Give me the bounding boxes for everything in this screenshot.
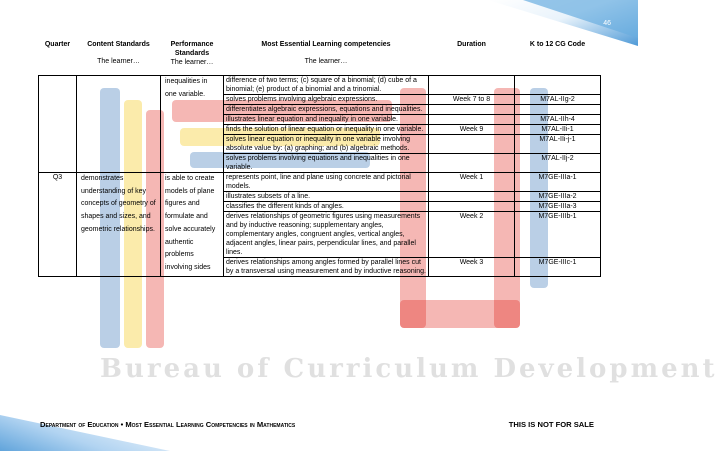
header-competencies: Most Essential Learning competencies The learner… [261,41,391,65]
code-cell: M7GE-IIIa-2 [515,192,601,202]
performance-standards-cell: is able to create models of plane figures and formulate and solve accurately authentic problems involving sides [161,173,224,277]
footer-department: Department of Education • Most Essential Learning Competencies in Mathematics [40,420,296,429]
duration-cell: Week 9 [429,125,515,135]
duration-cell: Week 1 [429,173,515,192]
duration-cell [429,192,515,202]
competency-cell: solves problems involving algebraic expressions. [224,95,429,105]
code-cell: M7AL-IIg-2 [515,95,601,105]
performance-cell: inequalities in one variable. [161,76,224,173]
table-row [39,173,601,192]
code-cell: M7AL-IIi-1 [515,125,601,135]
page-number: 46 [603,20,611,27]
competency-cell: illustrates linear equation and inequality in one variable. [224,115,429,125]
code-cell: M7AL-IIh-4 [515,115,601,125]
competency-cell: derives relationships of geometric figures using measurements and by inductive reasoning; supplementary angles, complementary angles, congruent angles, vertical angles, adjacent angles, linear pairs, perpendicular lines, and parallel lines. [224,212,429,258]
duration-cell: Week 7 to 8 [429,95,515,105]
duration-cell [429,202,515,212]
code-cell: M7AL-IIi-j-1 [515,135,601,154]
header-performance-standards: Performance Standards The learner… [170,41,214,66]
competency-cell: differentiates algebraic expressions, equations and inequalities. [224,105,429,115]
header-duration: Duration [457,41,486,48]
header-content-standards: Content Standards The learner… [87,41,150,65]
competency-cell: finds the solution of linear equation or inequality in one variable. [224,125,429,135]
competency-cell: derives relationships among angles formed by parallel lines cut by a transversal using measurement and by inductive reasoning. [224,258,429,277]
watermark-text: Bureau of Curriculum Development [100,354,718,384]
table-header-row [39,40,601,76]
duration-cell [429,105,515,115]
competency-cell: represents point, line and plane using concrete and pictorial models. [224,173,429,192]
duration-cell: Week 2 [429,212,515,258]
competency-cell: classifies the different kinds of angles. [224,202,429,212]
code-cell [515,76,601,95]
duration-cell: Week 3 [429,258,515,277]
content-cell-empty [77,76,161,173]
code-cell: M7GE-IIIb-1 [515,212,601,258]
table-row [39,76,601,95]
code-cell [515,105,601,115]
competency-cell: solves linear equation or inequality in one variable involving absolute value by: (a) graphing; and (b) algebraic methods. [224,135,429,154]
header-code: K to 12 CG Code [529,41,586,48]
header-quarter: Quarter [44,41,71,48]
footer-not-for-sale: THIS IS NOT FOR SALE [508,420,594,429]
competencies-table [38,40,601,277]
duration-cell [429,135,515,154]
competency-cell: solves problems involving equations and inequalities in one variable. [224,154,429,173]
quarter-cell: Q3 [39,173,77,277]
duration-cell [429,115,515,125]
corner-decoration-top-right-inner [523,0,638,38]
duration-cell [429,76,515,95]
competency-cell: illustrates subsets of a line. [224,192,429,202]
code-cell: M7GE-IIIa-1 [515,173,601,192]
competency-cell: difference of two terms; (c) square of a binomial; (d) cube of a binomial; (e) product of a binomial and a trinomial. [224,76,429,95]
code-cell: M7GE-IIIc-1 [515,258,601,277]
quarter-cell-empty [39,76,77,173]
code-cell: M7AL-IIj-2 [515,154,601,173]
code-cell: M7GE-IIIa-3 [515,202,601,212]
duration-cell [429,154,515,173]
watermark-letter-u-red-base [400,300,520,328]
content-standards-cell: demonstrates understanding of key concepts of geometry of shapes and sizes, and geometric relationships. [77,173,161,277]
